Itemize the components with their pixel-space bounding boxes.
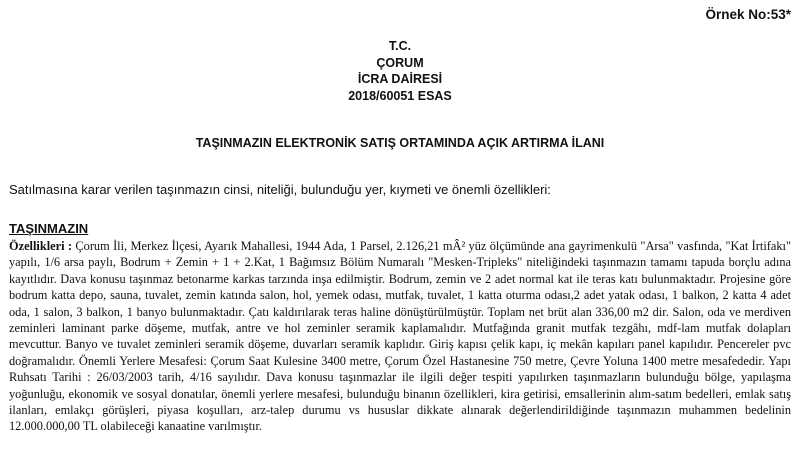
form-number: Örnek No:53* xyxy=(705,7,791,22)
section-title: TAŞINMAZIN xyxy=(9,221,89,236)
intro-text: Satılmasına karar verilen taşınmazın cinsi, niteliği, bulunduğu yer, kıymeti ve önemli özellikleri: xyxy=(9,182,551,197)
notice-title: TAŞINMAZIN ELEKTRONİK SATIŞ ORTAMINDA AÇIK ARTIRMA İLANI xyxy=(195,136,605,150)
court-header xyxy=(0,38,800,104)
properties-text: Çorum İli, Merkez İlçesi, Ayarık Mahallesi, 1944 Ada, 1 Parsel, 2.126,21 mÂ² yüz ölçümünde ana gayrimenkulü "Arsa" vasfında, "Kat İrtifakı" yapılı, 1/6 arsa paylı, Bodrum + Zemin + 1 + 2.Kat, 1 Bağımsız Bölüm Numaralı "Mesken-Tripleks" niteliğindeki taşınmazın tamamı tapuda borçlu adına kayıtlıdır. Dava konusu taşınmaz betonarme karkas tarzında inşa edilmiştir. Bodrum, zemin ve 2 adet normal kat ile teras katı bulunmaktadır. Projesine göre bodrum katta depo, sauna, tuvalet, zemin katında salon, hol, yemek odası, mutfak, tuvalet, 1 katta oturma odası,2 adet yatak odası, 1 balkon, 2 katta 4 adet oda, 1 salon, 3 balkon, 1 banyo bulunmaktadır. Çatı kaldırılarak teras haline dönüştürülmüştür. Toplam net brüt alan 336,00 m2 dir. Salon, oda ve merdiven zeminleri laminant parke döşeme, mutfak, antre ve hol zeminler seramik kaplamalıdır. Mutfağında granit mutfak tezgâhı, mdf-lam mutfak dolapları mevcuttur. Banyo ve tuvalet zeminleri seramik döşeme, duvarları seramik kaplıdır. Giriş kapısı çelik kapı, iç mekân kapıları panel kapılıdır. Pencereler pvc doğramalıdır. Önemli Yerlere Mesafesi: Çorum Saat Kulesine 3400 metre, Çorum Özel Hastanesine 750 metre, Çevre Yoluna 1400 metre mesafededir. Yapı Ruhsatı Tarihi : 26/03/2003 tarih, 4/16 sayılıdır. Dava konusu taşınmazlar ile ilgili değer tespiti yapılırken taşınmazların bulunduğu bölge, yapılaşma yoğunluğu, ekonomik ve sosyal donatılar, önemli yerlere mesafesi, bulunduğu binanın özellikleri, kira getirisi, emsallerinin alım-satım bedelleri, emlak satış ilanları, emlakçı görüşleri, piyasa koşulları, arz-talep durumu vs hususlar dikkate alınarak değerlendirildiğinde taşınmazın muhammen bedelinin 12.000.000,00 TL olabileceği kanaatine varılmıştır. xyxy=(9,239,791,434)
property-description xyxy=(9,238,791,435)
header-city: ÇORUM xyxy=(376,55,424,70)
header-office: İCRA DAİRESİ xyxy=(357,72,443,86)
properties-label: Özellikleri : xyxy=(9,239,73,253)
header-case-number: 2018/60051 ESAS xyxy=(348,88,452,103)
header-country: T.C. xyxy=(388,39,412,53)
